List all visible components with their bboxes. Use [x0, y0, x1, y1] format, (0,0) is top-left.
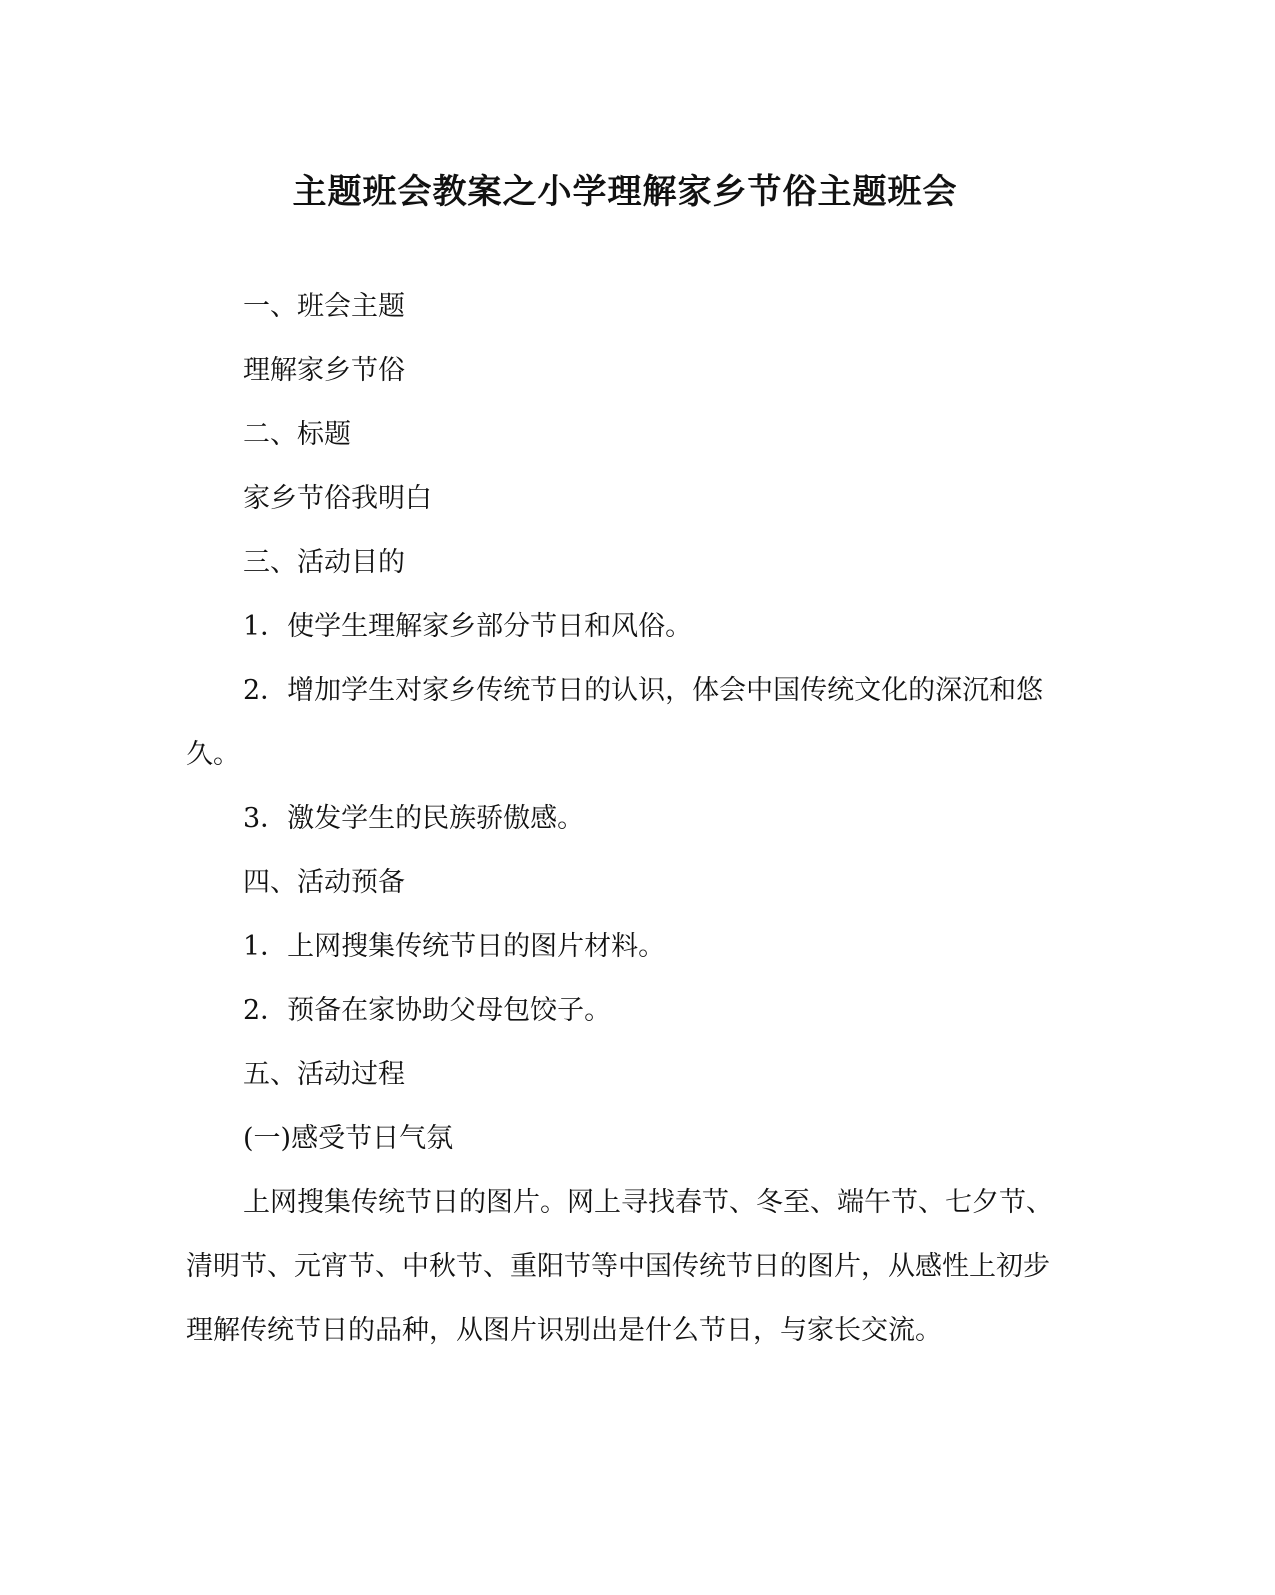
document-title: 主题班会教案之小学理解家乡节俗主题班会 [292, 172, 958, 212]
list-item-purpose-2: 2．增加学生对家乡传统节日的认识，体会中国传统文化的深沉和悠久。 [186, 675, 1044, 770]
paragraph-atmosphere: 上网搜集传统节日的图片。网上寻找春节、冬至、端午节、七夕节、清明节、元宵节、中秋节、重阳节等中国传统节日的图片，从感性上初步理解传统节日的品种，从图片识别出是什么节日，与家长交流。 [186, 1187, 1053, 1346]
document-body [186, 275, 1066, 1363]
list-item-preparation-2: 2．预备在家协助父母包饺子。 [243, 995, 612, 1026]
list-item-preparation-1: 1．上网搜集传统节日的图片材料。 [243, 931, 666, 962]
section-heading-process: 五、活动过程 [243, 1059, 405, 1090]
paragraph-theme: 理解家乡节俗 [243, 355, 405, 386]
section-heading-title: 二、标题 [243, 419, 351, 450]
list-item-purpose-1: 1．使学生理解家乡部分节日和风俗。 [243, 611, 693, 642]
paragraph-title: 家乡节俗我明白 [243, 483, 432, 514]
list-item-purpose-3: 3．激发学生的民族骄傲感。 [243, 803, 585, 834]
subsection-heading-atmosphere: (一)感受节日气氛 [243, 1123, 454, 1154]
section-heading-theme: 一、班会主题 [243, 291, 405, 322]
section-heading-preparation: 四、活动预备 [243, 867, 405, 898]
section-heading-purpose: 三、活动目的 [243, 547, 405, 578]
